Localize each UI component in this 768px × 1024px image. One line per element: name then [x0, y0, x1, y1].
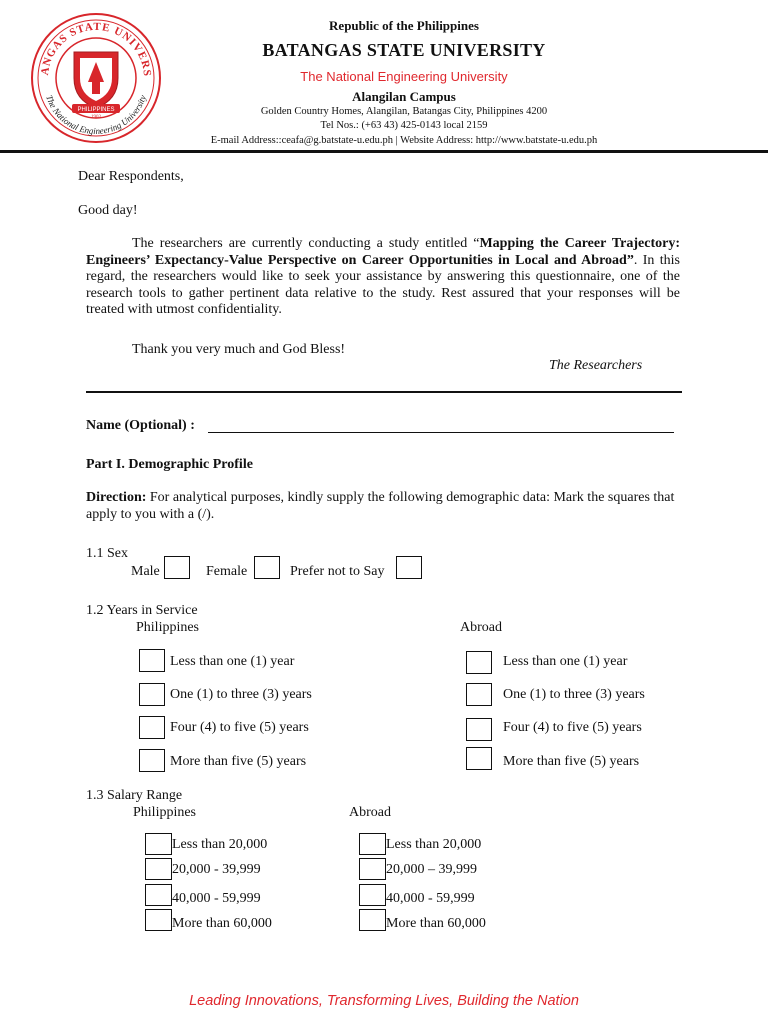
years-abroad-option: Four (4) to five (5) years [503, 720, 642, 735]
greeting: Good day! [78, 203, 138, 218]
telephone-line: Tel Nos.: (+63 43) 425-0143 local 2159 [320, 120, 488, 131]
intro-paragraph [86, 236, 680, 319]
years-ph-checkbox[interactable] [139, 683, 165, 706]
sex-male-checkbox[interactable] [164, 556, 190, 579]
direction-text: For analytical purposes, kindly supply the following demographic data: Mark the squares that apply to you with a (/). [86, 490, 675, 522]
sex-prefer-not-checkbox[interactable] [396, 556, 422, 579]
republic-line: Republic of the Philippines [329, 18, 479, 33]
sex-option-label: Female [206, 564, 248, 579]
sex-option-label: Male [131, 564, 160, 579]
footer-motto: Leading Innovations, Transforming Lives, Building the Nation [189, 993, 579, 1009]
years-ph-checkbox[interactable] [139, 649, 165, 672]
seal-year: 1903 [91, 115, 101, 120]
years-abroad-option: One (1) to three (3) years [503, 687, 645, 702]
sex-title: 1.1 Sex [86, 546, 128, 561]
salary-abroad-option: 20,000 – 39,999 [386, 862, 477, 877]
header-divider [0, 150, 768, 153]
years-ph-option: One (1) to three (3) years [170, 687, 312, 702]
salary-abroad-checkbox[interactable] [359, 858, 386, 880]
years-ph-option: More than five (5) years [170, 754, 307, 769]
years-title: 1.2 Years in Service [86, 603, 198, 618]
contact-line: E-mail Address::ceafa@g.batstate-u.edu.ph | Website Address: http://www.batstate-u.edu.ph [210, 135, 598, 146]
years-ph-checkbox[interactable] [139, 716, 165, 739]
campus-name: Alangilan Campus [352, 89, 456, 104]
salary-abroad-checkbox[interactable] [359, 884, 386, 906]
name-label: Name (Optional) : [86, 418, 195, 433]
sex-option-label: Prefer not to Say [290, 564, 385, 579]
seal-top-text: ANGAS STATE UNIVERS [38, 20, 154, 78]
salary-ph-checkbox[interactable] [145, 909, 172, 931]
intro-text-before: The researchers are currently conducting a study entitled “ [132, 236, 480, 251]
study-title: Mapping the Career Trajectory: Engineers’ Expectancy-Value Perspective on Career Opportunities in Local and Abroad” [86, 236, 680, 268]
salary-ph-option: 40,000 - 59,999 [172, 891, 261, 906]
salary-title: 1.3 Salary Range [86, 788, 183, 803]
part1-title: Part I. Demographic Profile [86, 457, 253, 472]
salary-col-philippines: Philippines [133, 805, 197, 820]
years-ph-checkbox[interactable] [139, 749, 165, 772]
thanks-line: Thank you very much and God Bless! [132, 342, 346, 357]
years-abroad-checkbox[interactable] [466, 747, 492, 770]
years-ph-option: Less than one (1) year [170, 654, 295, 669]
years-abroad-checkbox[interactable] [466, 718, 492, 741]
salary-col-abroad: Abroad [349, 805, 391, 820]
salary-abroad-checkbox[interactable] [359, 909, 386, 931]
years-abroad-option: More than five (5) years [503, 754, 640, 769]
letter-divider [86, 391, 682, 393]
signature: The Researchers [549, 358, 643, 373]
direction-paragraph [86, 490, 680, 523]
years-abroad-checkbox[interactable] [466, 683, 492, 706]
years-ph-option: Four (4) to five (5) years [170, 720, 309, 735]
salary-abroad-option: Less than 20,000 [386, 837, 482, 852]
salary-ph-option: 20,000 - 39,999 [172, 862, 261, 877]
years-col-abroad: Abroad [460, 620, 502, 635]
salary-ph-checkbox[interactable] [145, 884, 172, 906]
salary-abroad-checkbox[interactable] [359, 833, 386, 855]
university-name: BATANGAS STATE UNIVERSITY [262, 40, 546, 60]
salary-ph-checkbox[interactable] [145, 858, 172, 880]
sex-female-checkbox[interactable] [254, 556, 280, 579]
salary-abroad-option: More than 60,000 [386, 916, 486, 931]
salutation: Dear Respondents, [78, 169, 184, 184]
years-abroad-option: Less than one (1) year [503, 654, 628, 669]
salary-abroad-option: 40,000 - 59,999 [386, 891, 475, 906]
seal-bottom-text: The National Engineering University [44, 93, 148, 137]
years-abroad-checkbox[interactable] [466, 651, 492, 674]
salary-ph-option: Less than 20,000 [172, 837, 268, 852]
years-col-philippines: Philippines [136, 620, 200, 635]
intro-text-after: . In this regard, the researchers would like to seek your assistance by answering this questionnaire, one of the research tools to gather pertinent data relative to the study. Rest assured that your responses will be treated with utmost confidentiality. [86, 252, 680, 317]
direction-label: Direction: [86, 490, 147, 505]
name-input-line[interactable] [208, 432, 674, 433]
seal-banner: PHILIPPINES [77, 107, 115, 113]
campus-address: Golden Country Homes, Alangilan, Batangas City, Philippines 4200 [260, 106, 548, 117]
university-tagline: The National Engineering University [300, 69, 508, 84]
salary-ph-checkbox[interactable] [145, 833, 172, 855]
salary-ph-option: More than 60,000 [172, 916, 272, 931]
